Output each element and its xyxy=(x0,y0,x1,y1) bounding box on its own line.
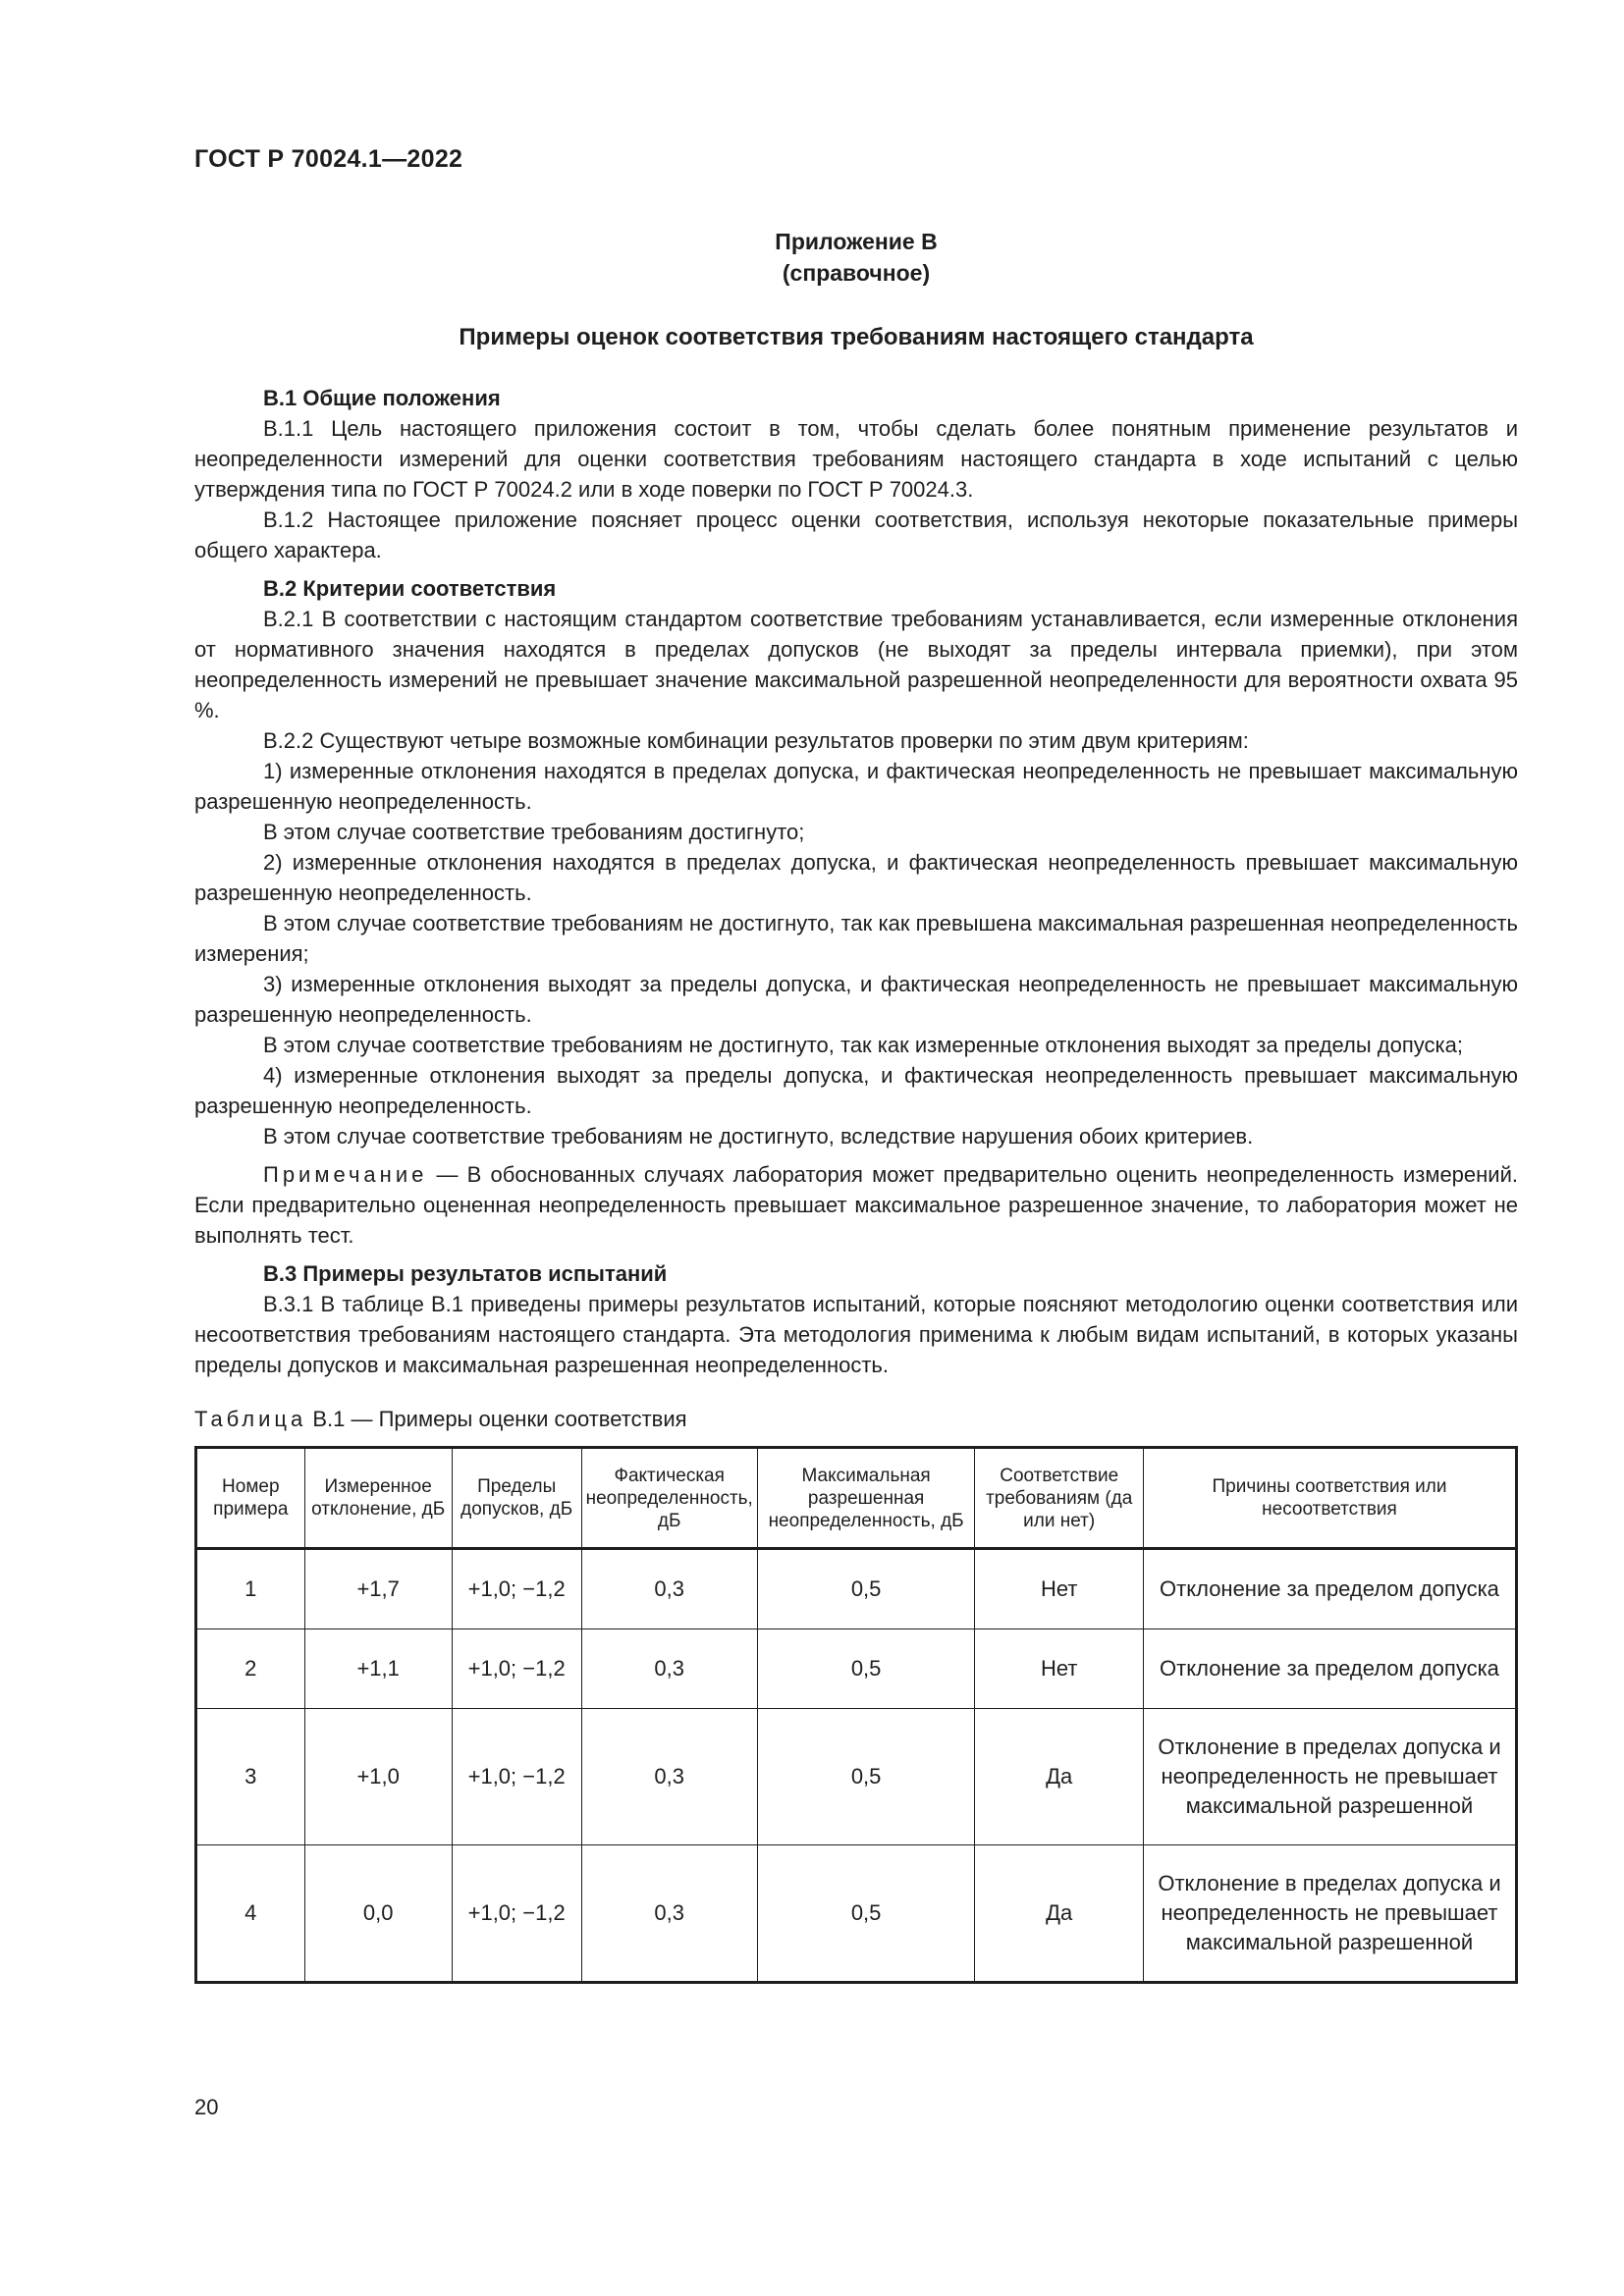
table-cell: 0,5 xyxy=(757,1549,975,1629)
paragraph-b1-1: В.1.1 Цель настоящего приложения состоит в том, чтобы сделать более понятным применение результатов и неопределенности измерений для оценки соответствия требованиям настоящего стандарта в ходе испытаний с целью утверждения типа по ГОСТ Р 70024.2 или в ходе поверки по ГОСТ Р 70024.3. xyxy=(194,416,1518,502)
table-cell: Нет xyxy=(975,1549,1144,1629)
section-heading-b1: В.1 Общие положения xyxy=(263,386,501,410)
combination-1-result: В этом случае соответствие требованиям достигнуто; xyxy=(263,820,805,844)
document-body xyxy=(194,383,1518,1984)
table-header-row xyxy=(196,1448,1517,1549)
note-paragraph xyxy=(194,1159,1518,1251)
table-row xyxy=(196,1709,1517,1845)
column-header: Максимальная разрешенная неопределенность, дБ xyxy=(757,1448,975,1549)
annex-title: Приложение В xyxy=(775,229,938,254)
table-caption-label: Таблица xyxy=(194,1407,307,1431)
table-cell: 1 xyxy=(196,1549,305,1629)
table-cell: 0,3 xyxy=(581,1549,757,1629)
table-cell: 0,0 xyxy=(304,1845,452,1983)
table-cell: Нет xyxy=(975,1629,1144,1709)
paragraph-b2-1: В.2.1 В соответствии с настоящим стандартом соответствие требованиям устанавливается, если измеренные отклонения от нормативного значения находятся в пределах допусков (не выходят за пределы интервала приемки), при этом неопределенность измерений не превышает значение максимальной разрешенной неопределенности для вероятности охвата 95 %. xyxy=(194,607,1518,722)
section-heading-b2: В.2 Критерии соответствия xyxy=(263,576,557,601)
table-cell: Да xyxy=(975,1709,1144,1845)
table-cell: 0,5 xyxy=(757,1629,975,1709)
section-heading-b3: В.3 Примеры результатов испытаний xyxy=(263,1261,668,1286)
combination-2: 2) измеренные отклонения находятся в пределах допуска, и фактическая неопределенность превышает максимальную разрешенную неопределенность. xyxy=(194,850,1518,905)
table-cell: +1,0; −1,2 xyxy=(452,1709,581,1845)
table-cell: Да xyxy=(975,1845,1144,1983)
standard-code: ГОСТ Р 70024.1—2022 xyxy=(194,145,463,173)
combination-1: 1) измеренные отклонения находятся в пределах допуска, и фактическая неопределенность не превышает максимальную разрешенную неопределенность. xyxy=(194,759,1518,814)
table-caption xyxy=(194,1404,1518,1434)
column-header: Соответствие требованиям (да или нет) xyxy=(975,1448,1144,1549)
paragraph-b3-1: В.3.1 В таблице В.1 приведены примеры результатов испытаний, которые поясняют методологию оценки соответствия или несоответствия требованиям настоящего стандарта. Эта методология применима к любым видам испытаний, в которых указаны пределы допусков и максимальная разрешенная неопределенность. xyxy=(194,1292,1518,1377)
table-cell: 0,5 xyxy=(757,1845,975,1983)
combination-4-result: В этом случае соответствие требованиям не достигнуто, вследствие нарушения обоих критериев. xyxy=(263,1124,1254,1148)
table-cell: +1,0; −1,2 xyxy=(452,1549,581,1629)
table-row xyxy=(196,1845,1517,1983)
column-header: Измеренное отклонение, дБ xyxy=(304,1448,452,1549)
annex-main-title: Примеры оценок соответствия требованиям настоящего стандарта xyxy=(459,324,1254,350)
combination-3: 3) измеренные отклонения выходят за пределы допуска, и фактическая неопределенность не превышает максимальную разрешенную неопределенность. xyxy=(194,972,1518,1027)
table-cell: +1,7 xyxy=(304,1549,452,1629)
column-header: Причины соответствия или несоответствия xyxy=(1143,1448,1516,1549)
note-text: — В обоснованных случаях лаборатория может предварительно оценить неопределенность измерений. Если предварительно оцененная неопределенность превышает максимальное разрешенное значение, то лаборатория может не выполнять тест. xyxy=(194,1162,1518,1248)
table-cell: 4 xyxy=(196,1845,305,1983)
combination-2-result: В этом случае соответствие требованиям не достигнуто, так как превышена максимальная разрешенная неопределенность измерения; xyxy=(194,911,1518,966)
column-header: Фактическая неопределенность, дБ xyxy=(581,1448,757,1549)
table-caption-text: В.1 — Примеры оценки соответствия xyxy=(306,1407,687,1431)
paragraph-b2-2: В.2.2 Существуют четыре возможные комбинации результатов проверки по этим двум критериям: xyxy=(263,728,1249,753)
table-cell: 2 xyxy=(196,1629,305,1709)
table-cell: Отклонение в пределах допуска и неопределенность не превышает максимальной разрешенной xyxy=(1143,1845,1516,1983)
combination-4: 4) измеренные отклонения выходят за пределы допуска, и фактическая неопределенность превышает максимальную разрешенную неопределенность. xyxy=(194,1063,1518,1118)
table-cell: Отклонение за пределом допуска xyxy=(1143,1629,1516,1709)
table-cell: +1,0; −1,2 xyxy=(452,1629,581,1709)
page-number: 20 xyxy=(194,2095,219,2119)
table-cell: 0,5 xyxy=(757,1709,975,1845)
table-cell: 0,3 xyxy=(581,1845,757,1983)
table-cell: 0,3 xyxy=(581,1629,757,1709)
table-cell: 0,3 xyxy=(581,1709,757,1845)
table-cell: +1,0 xyxy=(304,1709,452,1845)
table-cell: +1,1 xyxy=(304,1629,452,1709)
column-header: Пределы допусков, дБ xyxy=(452,1448,581,1549)
column-header: Номер примера xyxy=(196,1448,305,1549)
results-table xyxy=(194,1446,1518,1984)
annex-type: (справочное) xyxy=(782,260,931,286)
table-row xyxy=(196,1549,1517,1629)
table-cell: 3 xyxy=(196,1709,305,1845)
table-cell: +1,0; −1,2 xyxy=(452,1845,581,1983)
combination-3-result: В этом случае соответствие требованиям не достигнуто, так как измеренные отклонения выходят за пределы допуска; xyxy=(263,1033,1463,1057)
table-cell: Отклонение за пределом допуска xyxy=(1143,1549,1516,1629)
table-cell: Отклонение в пределах допуска и неопределенность не превышает максимальной разрешенной xyxy=(1143,1709,1516,1845)
table-row xyxy=(196,1629,1517,1709)
paragraph-b1-2: В.1.2 Настоящее приложение поясняет процесс оценки соответствия, используя некоторые показательные примеры общего характера. xyxy=(194,507,1518,562)
note-label: Примечание xyxy=(263,1162,428,1187)
